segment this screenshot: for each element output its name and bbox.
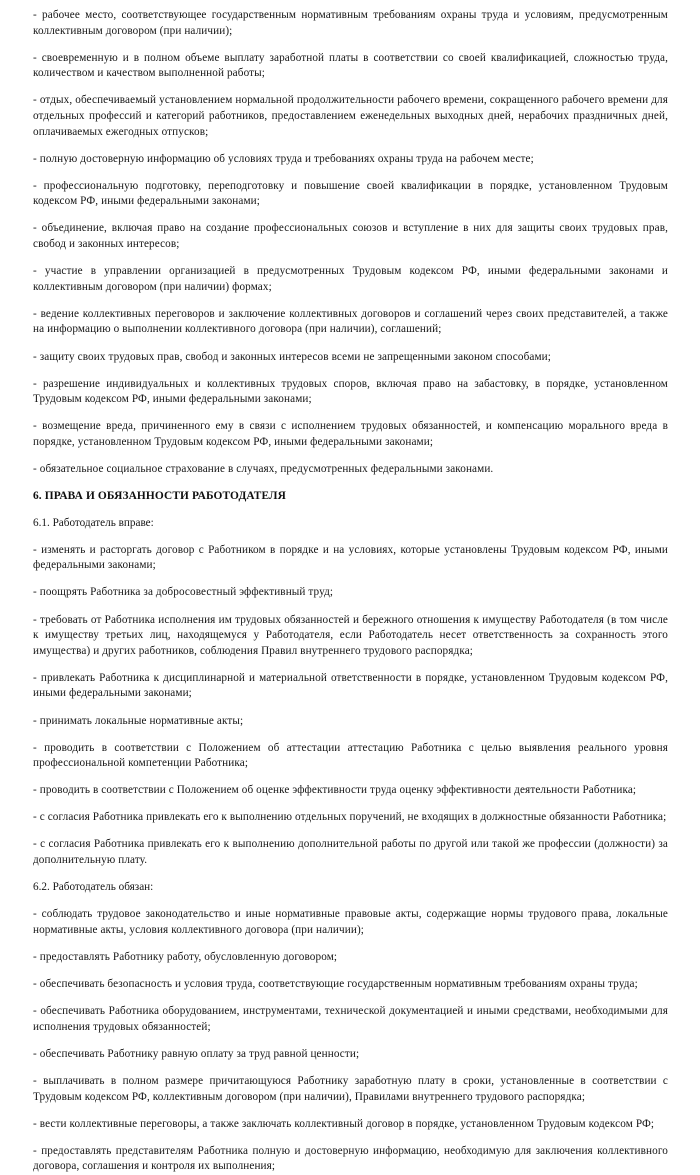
employer-right-attestation: - проводить в соответствии с Положением об аттестации аттестацию Работника с целью выявления реального уровня профессиональной компетенции Работника; [33,741,668,770]
employer-duty-collective-bargaining: - вести коллективные переговоры, а также заключать коллективный договор в порядке, установленном Трудовым кодексом РФ; [33,1117,655,1130]
clause-information: - полную достоверную информацию об условиях труда и требованиях охраны труда на рабочем месте; [33,152,534,165]
section-6-heading: 6. ПРАВА И ОБЯЗАННОСТИ РАБОТОДАТЕЛЯ [33,490,286,503]
employer-right-disciplinary: - привлекать Работника к дисциплинарной и материальной ответственности в порядке, установленном Трудовым кодексом РФ, иными федеральными законами; [33,671,668,700]
employer-right-encourage: - поощрять Работника за добросовестный эффективный труд; [33,586,334,599]
employer-duty-pay-salary: - выплачивать в полном размере причитающуюся Работнику заработную плату в сроки, установленные в соответствии с Трудовым кодексом РФ, коллективным договором (при наличии), Правилами внутреннего трудового распорядка; [33,1074,668,1103]
employer-right-additional-work: - с согласия Работника привлекать его к выполнению дополнительной работы по другой или такой же профессии (должности) за дополнительную плату. [33,838,668,867]
clause-salary-payment: - своевременную и в полном объеме выплату заработной платы в соответствии со своей квалификацией, сложностью труда, количеством и качеством выполненной работы; [33,51,668,80]
clause-association: - объединение, включая право на создание профессиональных союзов и вступление в них для защиты своих трудовых прав, свобод и законных интересов; [33,222,668,251]
employer-duty-provide-work: - предоставлять Работнику работу, обусловленную договором; [33,950,338,963]
employer-duty-equal-pay: - обеспечивать Работнику равную оплату за труд равной ценности; [33,1047,360,1060]
employer-duty-comply-law: - соблюдать трудовое законодательство и иные нормативные правовые акты, содержащие нормы трудового права, локальные нормативные акты, условия коллективного договора (при наличии); [33,908,668,936]
document-body [33,8,668,1175]
clause-rights-protection: - защиту своих трудовых прав, свобод и законных интересов всеми не запрещенными законом способами; [33,350,551,363]
clause-labour-disputes: - разрешение индивидуальных и коллективных трудовых споров, включая право на забастовку, в порядке, установленном Трудовым кодексом РФ, иными федеральными законами; [33,377,668,406]
clause-professional-training: - профессиональную подготовку, переподготовку и повышение своей квалификации в порядке, установленном Трудовым кодексом РФ, иными федеральными законами; [33,179,668,208]
clause-social-insurance: - обязательное социальное страхование в случаях, предусмотренных федеральными законами. [33,462,494,475]
clause-workplace: - рабочее место, соответствующее государственным нормативным требованиям охраны труда и условиям, предусмотренным коллективным договором (при наличии); [33,9,668,37]
clause-rest: - отдых, обеспечиваемый установлением нормальной продолжительности рабочего времени, сокращенного рабочего времени для отдельных профессий и категорий работников, предоставлением еженедельных выходных дней, нерабочих праздничных дней, оплачиваемых ежегодных отпусков; [33,94,668,138]
subsection-6-1-heading: 6.1. Работодатель вправе: [33,516,154,529]
clause-damage-compensation: - возмещение вреда, причиненного ему в связи с исполнением трудовых обязанностей, и компенсацию морального вреда в порядке, установленном Трудовым кодексом РФ, иными федеральными законами; [33,420,668,448]
employer-right-modify-contract: - изменять и расторгать договор с Работником в порядке и на условиях, которые установлены Трудовым кодексом РФ, иными федеральными законами; [33,543,668,572]
employer-right-demand-duties: - требовать от Работника исполнения им трудовых обязанностей и бережного отношения к имуществу Работодателя (в том числе к имуществу третьих лиц, находящемуся у Работодателя, если Работодатель несет ответственность за сохранность этого имущества) и других работников, соблюдения Правил внутреннего трудового распорядка; [33,613,668,657]
clause-collective-bargaining: - ведение коллективных переговоров и заключение коллективных договоров и соглашений через своих представителей, а также на информацию о выполнении коллективного договора (при наличии), соглашений; [33,307,668,336]
employer-right-local-acts: - принимать локальные нормативные акты; [33,714,244,727]
subsection-6-2-heading: 6.2. Работодатель обязан: [33,881,154,894]
employer-duty-safety: - обеспечивать безопасность и условия труда, соответствующие государственным нормативным требованиям охраны труда; [33,978,638,991]
employer-duty-equipment: - обеспечивать Работника оборудованием, инструментами, технической документацией и иными средствами, необходимыми для исполнения трудовых обязанностей; [33,1005,668,1033]
employer-right-efficiency-assessment: - проводить в соответствии с Положением об оценке эффективности труда оценку эффективности деятельности Работника; [33,784,637,797]
employer-duty-provide-information: - предоставлять представителям Работника полную и достоверную информацию, необходимую для заключения коллективного договора, соглашения и контроля их выполнения; [33,1144,668,1173]
clause-management-participation: - участие в управлении организацией в предусмотренных Трудовым кодексом РФ, иными федеральными законами и коллективным договором (при наличии) формах; [33,265,668,293]
employer-right-special-assignments: - с согласия Работника привлекать его к выполнению отдельных поручений, не входящих в должностные обязанности Работника; [33,811,667,824]
